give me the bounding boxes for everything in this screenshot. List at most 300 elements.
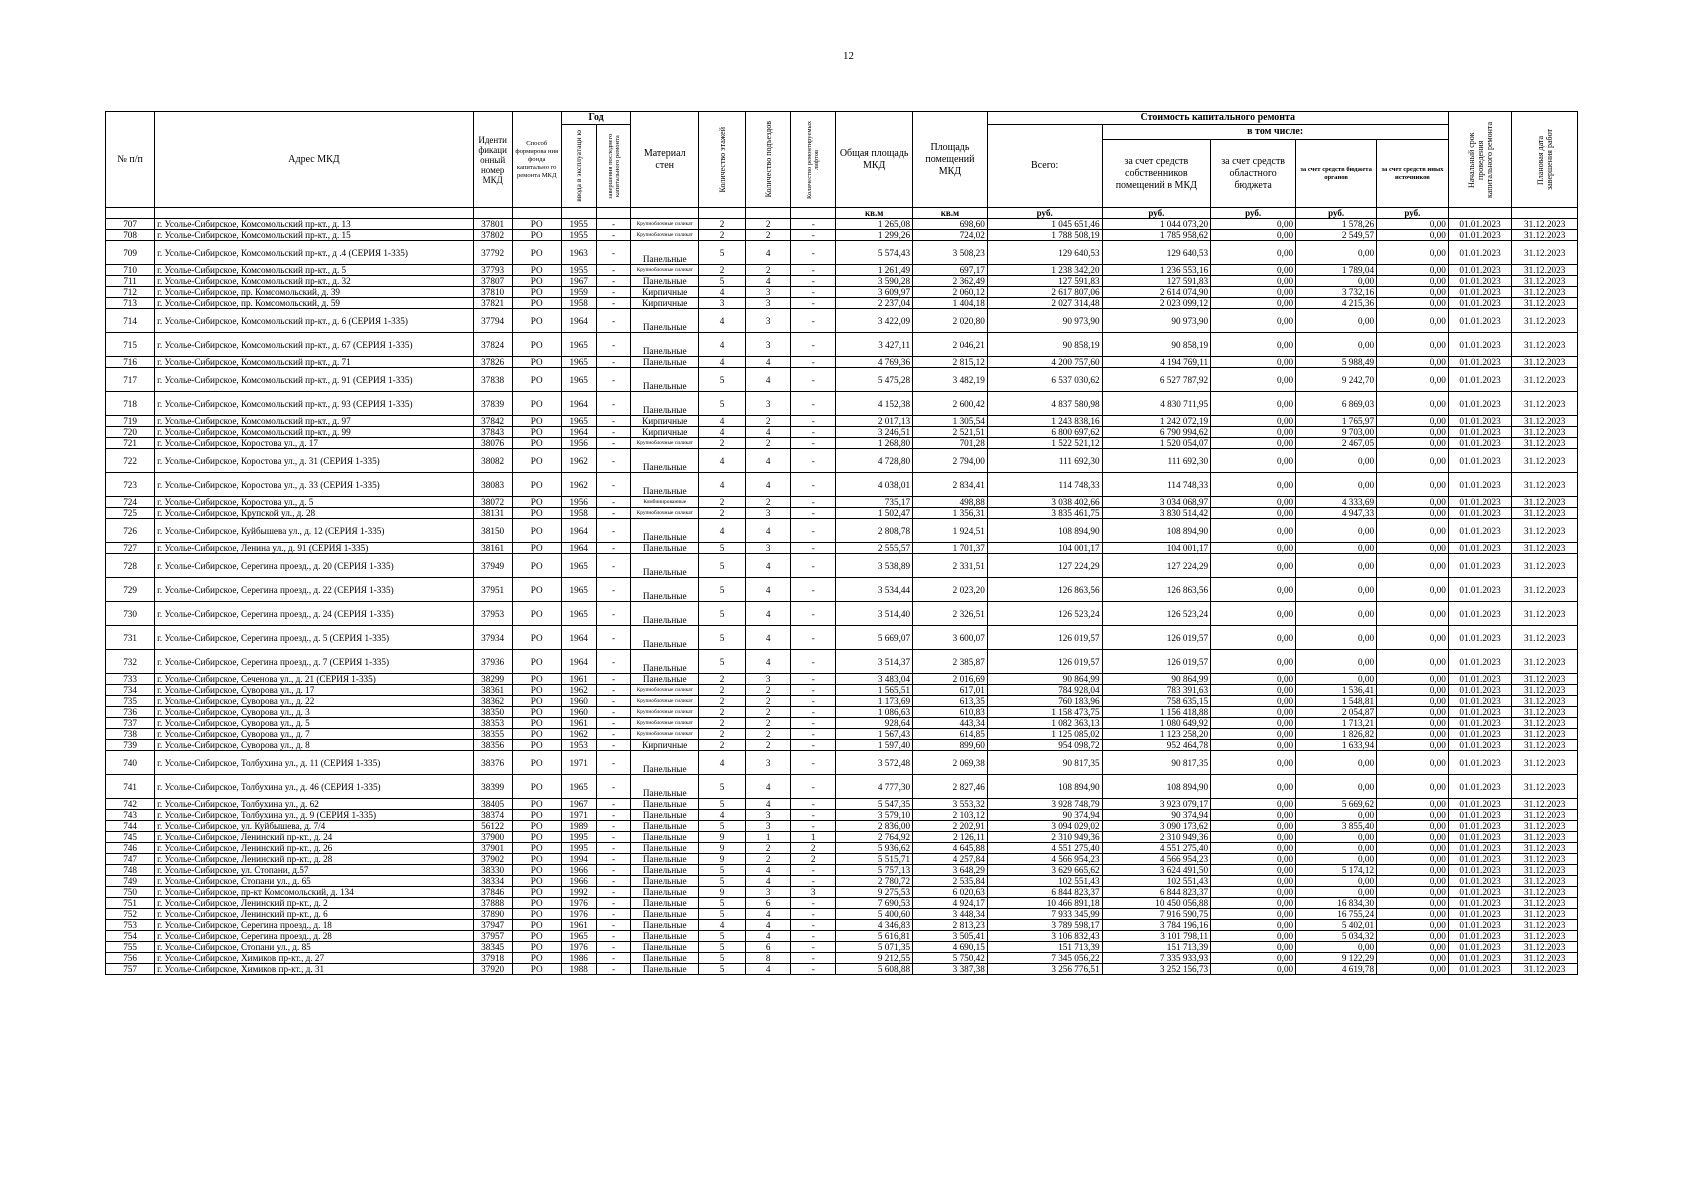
entrances-cell: 4 xyxy=(746,876,791,887)
total-area-cell: 9 212,55 xyxy=(836,953,913,964)
wall-material-cell: Комбинированные xyxy=(631,497,699,508)
entrances-cell: 3 xyxy=(746,821,791,832)
table-row xyxy=(106,887,1578,898)
cost-local-cell: 0,00 xyxy=(1296,854,1377,865)
floors-cell: 4 xyxy=(699,810,746,821)
end-date-cell: 31.12.2023 xyxy=(1512,438,1578,449)
cost-other-cell: 0,00 xyxy=(1377,241,1449,265)
mkd-id-cell: 38131 xyxy=(473,508,512,519)
premises-area-cell: 613,35 xyxy=(913,696,988,707)
cost-local-cell: 0,00 xyxy=(1296,775,1377,799)
premises-area-cell: 3 508,23 xyxy=(913,241,988,265)
cost-regional-cell: 0,00 xyxy=(1211,265,1296,276)
premises-area-cell: 614,85 xyxy=(913,729,988,740)
mkd-id-cell: 38161 xyxy=(473,543,512,554)
lifts-cell: - xyxy=(791,265,836,276)
wall-material-cell: Панельные xyxy=(631,578,699,602)
mkd-id-cell: 37947 xyxy=(473,920,512,931)
mkd-id-cell: 38345 xyxy=(473,942,512,953)
mkd-id-cell: 37934 xyxy=(473,626,512,650)
year-last-repair-cell: - xyxy=(596,650,631,674)
cost-total-cell: 90 858,19 xyxy=(987,333,1102,357)
mkd-id-cell: 37793 xyxy=(473,265,512,276)
address-cell: г. Усолье-Сибирское, Толбухина ул., д. 62 xyxy=(155,799,474,810)
total-area-cell: 5 757,13 xyxy=(836,865,913,876)
total-area-cell: 1 268,80 xyxy=(836,438,913,449)
end-date-cell: 31.12.2023 xyxy=(1512,718,1578,729)
entrances-cell: 3 xyxy=(746,751,791,775)
fund-method-cell: РО xyxy=(512,953,561,964)
cost-regional-cell: 0,00 xyxy=(1211,898,1296,909)
start-date-cell: 01.01.2023 xyxy=(1448,287,1512,298)
address-cell: г. Усолье-Сибирское, Комсомольский пр-кт., д. 5 xyxy=(155,265,474,276)
lifts-cell: - xyxy=(791,821,836,832)
year-last-repair-cell: - xyxy=(596,865,631,876)
cost-other-cell: 0,00 xyxy=(1377,438,1449,449)
end-date-cell: 31.12.2023 xyxy=(1512,854,1578,865)
cost-owners-cell: 1 044 073,20 xyxy=(1102,219,1211,230)
start-date-cell: 01.01.2023 xyxy=(1448,674,1512,685)
total-area-cell: 4 728,80 xyxy=(836,449,913,473)
table-row xyxy=(106,718,1578,729)
premises-area-cell: 2 815,12 xyxy=(913,357,988,368)
end-date-cell: 31.12.2023 xyxy=(1512,942,1578,953)
floors-cell: 5 xyxy=(699,876,746,887)
entrances-cell: 4 xyxy=(746,427,791,438)
fund-method-cell: РО xyxy=(512,740,561,751)
cost-other-cell: 0,00 xyxy=(1377,392,1449,416)
premises-area-cell: 2 385,87 xyxy=(913,650,988,674)
row-num-cell: 737 xyxy=(106,718,155,729)
end-date-cell: 31.12.2023 xyxy=(1512,898,1578,909)
total-area-cell: 2 237,04 xyxy=(836,298,913,309)
row-num-cell: 738 xyxy=(106,729,155,740)
capital-repair-table xyxy=(105,111,1578,975)
cost-owners-cell: 2 023 099,12 xyxy=(1102,298,1211,309)
wall-material-cell: Крупноблочные силикат xyxy=(631,707,699,718)
address-cell: г. Усолье-Сибирское, Стопани ул., д. 65 xyxy=(155,876,474,887)
end-date-cell: 31.12.2023 xyxy=(1512,508,1578,519)
cost-owners-cell: 127 224,29 xyxy=(1102,554,1211,578)
entrances-cell: 2 xyxy=(746,416,791,427)
year-commission-cell: 1965 xyxy=(561,416,596,427)
row-num-cell: 747 xyxy=(106,854,155,865)
year-last-repair-cell: - xyxy=(596,276,631,287)
cost-total-cell: 1 238 342,20 xyxy=(987,265,1102,276)
row-num-cell: 749 xyxy=(106,876,155,887)
start-date-cell: 01.01.2023 xyxy=(1448,920,1512,931)
lifts-cell: - xyxy=(791,865,836,876)
row-num-cell: 744 xyxy=(106,821,155,832)
cost-local-cell: 5 034,32 xyxy=(1296,931,1377,942)
year-last-repair-cell: - xyxy=(596,333,631,357)
floors-cell: 5 xyxy=(699,898,746,909)
wall-material-cell: Панельные xyxy=(631,799,699,810)
address-cell: г. Усолье-Сибирское, Комсомольский пр-кт., д .4 (СЕРИЯ 1-335) xyxy=(155,241,474,265)
start-date-cell: 01.01.2023 xyxy=(1448,832,1512,843)
year-commission-cell: 1965 xyxy=(561,602,596,626)
cost-local-cell: 0,00 xyxy=(1296,554,1377,578)
floors-cell: 5 xyxy=(699,942,746,953)
wall-material-cell: Панельные xyxy=(631,333,699,357)
col-num-header: № п/п xyxy=(106,112,155,208)
total-area-cell: 1 265,08 xyxy=(836,219,913,230)
mkd-id-cell: 38405 xyxy=(473,799,512,810)
floors-cell: 9 xyxy=(699,843,746,854)
cost-local-cell: 4 947,33 xyxy=(1296,508,1377,519)
row-num-cell: 722 xyxy=(106,449,155,473)
mkd-id-cell: 37890 xyxy=(473,909,512,920)
address-cell: г. Усолье-Сибирское, Комсомольский пр-кт., д. 93 (СЕРИЯ 1-335) xyxy=(155,392,474,416)
cost-regional-cell: 0,00 xyxy=(1211,438,1296,449)
total-area-cell: 5 608,88 xyxy=(836,964,913,975)
cost-local-cell: 0,00 xyxy=(1296,832,1377,843)
cost-other-cell: 0,00 xyxy=(1377,799,1449,810)
address-cell: г. Усолье-Сибирское, пр. Комсомольский, д. 59 xyxy=(155,298,474,309)
col-address-header: Адрес МКД xyxy=(155,112,474,208)
entrances-cell: 3 xyxy=(746,287,791,298)
address-cell: г. Усолье-Сибирское, Суворова ул., д. 3 xyxy=(155,707,474,718)
year-commission-cell: 1964 xyxy=(561,543,596,554)
fund-method-cell: РО xyxy=(512,309,561,333)
end-date-cell: 31.12.2023 xyxy=(1512,810,1578,821)
entrances-cell: 4 xyxy=(746,964,791,975)
start-date-cell: 01.01.2023 xyxy=(1448,887,1512,898)
premises-area-cell: 6 020,63 xyxy=(913,887,988,898)
col-id-header: Иденти фикаци онный номер МКД xyxy=(473,112,512,208)
cost-owners-cell: 4 830 711,95 xyxy=(1102,392,1211,416)
wall-material-cell: Панельные xyxy=(631,241,699,265)
address-cell: г. Усолье-Сибирское, Стопани ул., д. 85 xyxy=(155,942,474,953)
start-date-cell: 01.01.2023 xyxy=(1448,438,1512,449)
end-date-cell: 31.12.2023 xyxy=(1512,775,1578,799)
mkd-id-cell: 38083 xyxy=(473,473,512,497)
row-num-cell: 735 xyxy=(106,696,155,707)
floors-cell: 2 xyxy=(699,674,746,685)
cost-other-cell: 0,00 xyxy=(1377,508,1449,519)
cost-total-cell: 90 973,90 xyxy=(987,309,1102,333)
floors-cell: 2 xyxy=(699,718,746,729)
year-last-repair-cell: - xyxy=(596,674,631,685)
mkd-id-cell: 38361 xyxy=(473,685,512,696)
entrances-cell: 4 xyxy=(746,519,791,543)
cost-local-cell: 5 669,62 xyxy=(1296,799,1377,810)
end-date-cell: 31.12.2023 xyxy=(1512,473,1578,497)
cost-total-cell: 126 863,56 xyxy=(987,578,1102,602)
floors-cell: 4 xyxy=(699,427,746,438)
cost-total-cell: 1 522 521,12 xyxy=(987,438,1102,449)
wall-material-cell: Панельные xyxy=(631,909,699,920)
floors-cell: 5 xyxy=(699,799,746,810)
entrances-cell: 2 xyxy=(746,497,791,508)
mkd-id-cell: 37846 xyxy=(473,887,512,898)
cost-other-cell: 0,00 xyxy=(1377,554,1449,578)
cost-total-cell: 784 928,04 xyxy=(987,685,1102,696)
year-last-repair-cell: - xyxy=(596,775,631,799)
row-num-cell: 723 xyxy=(106,473,155,497)
lifts-cell: - xyxy=(791,674,836,685)
end-date-cell: 31.12.2023 xyxy=(1512,265,1578,276)
cost-total-cell: 3 789 598,17 xyxy=(987,920,1102,931)
address-cell: г. Усолье-Сибирское, Сеченова ул., д. 21 (СЕРИЯ 1-335) xyxy=(155,674,474,685)
lifts-cell: - xyxy=(791,953,836,964)
cost-total-cell: 1 158 473,75 xyxy=(987,707,1102,718)
row-num-cell: 716 xyxy=(106,357,155,368)
total-area-cell: 5 547,35 xyxy=(836,799,913,810)
cost-local-cell: 0,00 xyxy=(1296,843,1377,854)
floors-cell: 2 xyxy=(699,230,746,241)
year-last-repair-cell: - xyxy=(596,810,631,821)
cost-other-cell: 0,00 xyxy=(1377,696,1449,707)
cost-other-cell: 0,00 xyxy=(1377,810,1449,821)
year-last-repair-cell: - xyxy=(596,931,631,942)
entrances-cell: 2 xyxy=(746,265,791,276)
cost-regional-cell: 0,00 xyxy=(1211,718,1296,729)
cost-owners-cell: 3 923 079,17 xyxy=(1102,799,1211,810)
year-commission-cell: 1995 xyxy=(561,832,596,843)
cost-local-cell: 0,00 xyxy=(1296,449,1377,473)
lifts-cell: - xyxy=(791,626,836,650)
mkd-id-cell: 38356 xyxy=(473,740,512,751)
year-commission-cell: 1965 xyxy=(561,357,596,368)
premises-area-cell: 617,01 xyxy=(913,685,988,696)
cost-total-cell: 3 094 029,02 xyxy=(987,821,1102,832)
mkd-id-cell: 38350 xyxy=(473,707,512,718)
end-date-cell: 31.12.2023 xyxy=(1512,707,1578,718)
table-row xyxy=(106,298,1578,309)
cost-owners-cell: 129 640,53 xyxy=(1102,241,1211,265)
cost-local-cell: 9 242,70 xyxy=(1296,368,1377,392)
fund-method-cell: РО xyxy=(512,751,561,775)
cost-regional-cell: 0,00 xyxy=(1211,287,1296,298)
cost-regional-cell: 0,00 xyxy=(1211,775,1296,799)
col-cost-regional-header: за счет средств областного бюджета xyxy=(1211,140,1296,208)
table-row xyxy=(106,554,1578,578)
end-date-cell: 31.12.2023 xyxy=(1512,751,1578,775)
cost-total-cell: 3 038 402,66 xyxy=(987,497,1102,508)
entrances-cell: 4 xyxy=(746,449,791,473)
wall-material-cell: Кирпичные xyxy=(631,287,699,298)
cost-other-cell: 0,00 xyxy=(1377,287,1449,298)
lifts-cell: - xyxy=(791,718,836,729)
row-num-cell: 729 xyxy=(106,578,155,602)
entrances-cell: 2 xyxy=(746,438,791,449)
year-last-repair-cell: - xyxy=(596,438,631,449)
end-date-cell: 31.12.2023 xyxy=(1512,298,1578,309)
year-last-repair-cell: - xyxy=(596,876,631,887)
premises-area-cell: 2 600,42 xyxy=(913,392,988,416)
lifts-cell: - xyxy=(791,696,836,707)
floors-cell: 2 xyxy=(699,729,746,740)
cost-regional-cell: 0,00 xyxy=(1211,942,1296,953)
fund-method-cell: РО xyxy=(512,898,561,909)
address-cell: г. Усолье-Сибирское, Серегина проезд., д. 5 (СЕРИЯ 1-335) xyxy=(155,626,474,650)
cost-local-cell: 4 215,36 xyxy=(1296,298,1377,309)
cost-owners-cell: 126 523,24 xyxy=(1102,602,1211,626)
cost-regional-cell: 0,00 xyxy=(1211,626,1296,650)
col-end-date-header: Плановая дата завершения работ xyxy=(1512,112,1578,208)
cost-local-cell: 1 548,81 xyxy=(1296,696,1377,707)
year-commission-cell: 1962 xyxy=(561,729,596,740)
wall-material-cell: Панельные xyxy=(631,931,699,942)
year-last-repair-cell: - xyxy=(596,707,631,718)
total-area-cell: 7 690,53 xyxy=(836,898,913,909)
cost-total-cell: 6 537 030,62 xyxy=(987,368,1102,392)
total-area-cell: 4 769,36 xyxy=(836,357,913,368)
year-last-repair-cell: - xyxy=(596,508,631,519)
floors-cell: 5 xyxy=(699,821,746,832)
premises-area-cell: 701,28 xyxy=(913,438,988,449)
fund-method-cell: РО xyxy=(512,843,561,854)
cost-total-cell: 7 933 345,99 xyxy=(987,909,1102,920)
cost-owners-cell: 1 156 418,88 xyxy=(1102,707,1211,718)
mkd-id-cell: 37838 xyxy=(473,368,512,392)
year-commission-cell: 1965 xyxy=(561,775,596,799)
fund-method-cell: РО xyxy=(512,909,561,920)
end-date-cell: 31.12.2023 xyxy=(1512,920,1578,931)
total-area-cell: 5 936,62 xyxy=(836,843,913,854)
lifts-cell: - xyxy=(791,298,836,309)
start-date-cell: 01.01.2023 xyxy=(1448,554,1512,578)
cost-regional-cell: 0,00 xyxy=(1211,416,1296,427)
lifts-cell: - xyxy=(791,276,836,287)
col-material-header: Материал стен xyxy=(631,112,699,208)
lifts-cell: - xyxy=(791,309,836,333)
row-num-cell: 709 xyxy=(106,241,155,265)
cost-local-cell: 16 755,24 xyxy=(1296,909,1377,920)
cost-owners-cell: 1 520 054,07 xyxy=(1102,438,1211,449)
cost-other-cell: 0,00 xyxy=(1377,740,1449,751)
wall-material-cell: Панельные xyxy=(631,543,699,554)
cost-other-cell: 0,00 xyxy=(1377,626,1449,650)
premises-area-cell: 4 924,17 xyxy=(913,898,988,909)
lifts-cell: - xyxy=(791,602,836,626)
cost-other-cell: 0,00 xyxy=(1377,854,1449,865)
mkd-id-cell: 37824 xyxy=(473,333,512,357)
address-cell: г. Усолье-Сибирское, Толбухина ул., д. 9 (СЕРИЯ 1-335) xyxy=(155,810,474,821)
year-commission-cell: 1971 xyxy=(561,810,596,821)
floors-cell: 5 xyxy=(699,650,746,674)
cost-regional-cell: 0,00 xyxy=(1211,810,1296,821)
wall-material-cell: Панельные xyxy=(631,751,699,775)
year-commission-cell: 1964 xyxy=(561,427,596,438)
total-area-cell: 4 038,01 xyxy=(836,473,913,497)
total-area-cell: 2 836,00 xyxy=(836,821,913,832)
year-last-repair-cell: - xyxy=(596,241,631,265)
fund-method-cell: РО xyxy=(512,543,561,554)
mkd-id-cell: 37957 xyxy=(473,931,512,942)
table-row xyxy=(106,810,1578,821)
total-area-cell: 928,64 xyxy=(836,718,913,729)
wall-material-cell: Панельные xyxy=(631,626,699,650)
total-area-cell: 4 777,30 xyxy=(836,775,913,799)
fund-method-cell: РО xyxy=(512,578,561,602)
cost-owners-cell: 126 019,57 xyxy=(1102,650,1211,674)
start-date-cell: 01.01.2023 xyxy=(1448,416,1512,427)
mkd-id-cell: 38334 xyxy=(473,876,512,887)
lifts-cell: - xyxy=(791,799,836,810)
address-cell: г. Усолье-Сибирское, Суворова ул., д. 5 xyxy=(155,718,474,729)
table-row xyxy=(106,578,1578,602)
cost-other-cell: 0,00 xyxy=(1377,942,1449,953)
wall-material-cell: Панельные xyxy=(631,887,699,898)
year-commission-cell: 1965 xyxy=(561,554,596,578)
unit-area: кв.м xyxy=(836,208,913,219)
lifts-cell: - xyxy=(791,368,836,392)
start-date-cell: 01.01.2023 xyxy=(1448,942,1512,953)
premises-area-cell: 3 553,32 xyxy=(913,799,988,810)
col-start-date-header: Начальный срок проведения капитального ремонта xyxy=(1448,112,1512,208)
premises-area-cell: 443,34 xyxy=(913,718,988,729)
cost-owners-cell: 1 236 553,16 xyxy=(1102,265,1211,276)
wall-material-cell: Крупноблочные силикат xyxy=(631,729,699,740)
row-num-cell: 708 xyxy=(106,230,155,241)
fund-method-cell: РО xyxy=(512,508,561,519)
end-date-cell: 31.12.2023 xyxy=(1512,392,1578,416)
year-commission-cell: 1989 xyxy=(561,821,596,832)
floors-cell: 5 xyxy=(699,626,746,650)
start-date-cell: 01.01.2023 xyxy=(1448,508,1512,519)
row-num-cell: 728 xyxy=(106,554,155,578)
cost-local-cell: 0,00 xyxy=(1296,602,1377,626)
end-date-cell: 31.12.2023 xyxy=(1512,519,1578,543)
row-num-cell: 742 xyxy=(106,799,155,810)
start-date-cell: 01.01.2023 xyxy=(1448,751,1512,775)
total-area-cell: 2 017,13 xyxy=(836,416,913,427)
floors-cell: 4 xyxy=(699,751,746,775)
cost-other-cell: 0,00 xyxy=(1377,718,1449,729)
premises-area-cell: 698,60 xyxy=(913,219,988,230)
cost-total-cell: 1 243 838,16 xyxy=(987,416,1102,427)
premises-area-cell: 2 813,23 xyxy=(913,920,988,931)
total-area-cell: 4 152,38 xyxy=(836,392,913,416)
table-row xyxy=(106,416,1578,427)
fund-method-cell: РО xyxy=(512,729,561,740)
lifts-cell: 2 xyxy=(791,854,836,865)
row-num-cell: 756 xyxy=(106,953,155,964)
row-num-cell: 713 xyxy=(106,298,155,309)
premises-area-cell: 2 023,20 xyxy=(913,578,988,602)
lifts-cell: - xyxy=(791,898,836,909)
row-num-cell: 721 xyxy=(106,438,155,449)
cost-other-cell: 0,00 xyxy=(1377,821,1449,832)
cost-owners-cell: 3 252 156,73 xyxy=(1102,964,1211,975)
total-area-cell: 3 514,40 xyxy=(836,602,913,626)
entrances-cell: 6 xyxy=(746,898,791,909)
total-area-cell: 5 475,28 xyxy=(836,368,913,392)
cost-other-cell: 0,00 xyxy=(1377,333,1449,357)
cost-total-cell: 7 345 056,22 xyxy=(987,953,1102,964)
cost-regional-cell: 0,00 xyxy=(1211,368,1296,392)
year-last-repair-cell: - xyxy=(596,887,631,898)
year-commission-cell: 1965 xyxy=(561,931,596,942)
row-num-cell: 753 xyxy=(106,920,155,931)
premises-area-cell: 2 326,51 xyxy=(913,602,988,626)
premises-area-cell: 724,02 xyxy=(913,230,988,241)
floors-cell: 2 xyxy=(699,696,746,707)
total-area-cell: 9 275,53 xyxy=(836,887,913,898)
address-cell: г. Усолье-Сибирское, Серегина проезд., д. 22 (СЕРИЯ 1-335) xyxy=(155,578,474,602)
year-last-repair-cell: - xyxy=(596,416,631,427)
fund-method-cell: РО xyxy=(512,265,561,276)
lifts-cell: - xyxy=(791,775,836,799)
entrances-cell: 4 xyxy=(746,473,791,497)
lifts-cell: 2 xyxy=(791,843,836,854)
start-date-cell: 01.01.2023 xyxy=(1448,519,1512,543)
floors-cell: 4 xyxy=(699,309,746,333)
entrances-cell: 4 xyxy=(746,602,791,626)
lifts-cell: - xyxy=(791,357,836,368)
